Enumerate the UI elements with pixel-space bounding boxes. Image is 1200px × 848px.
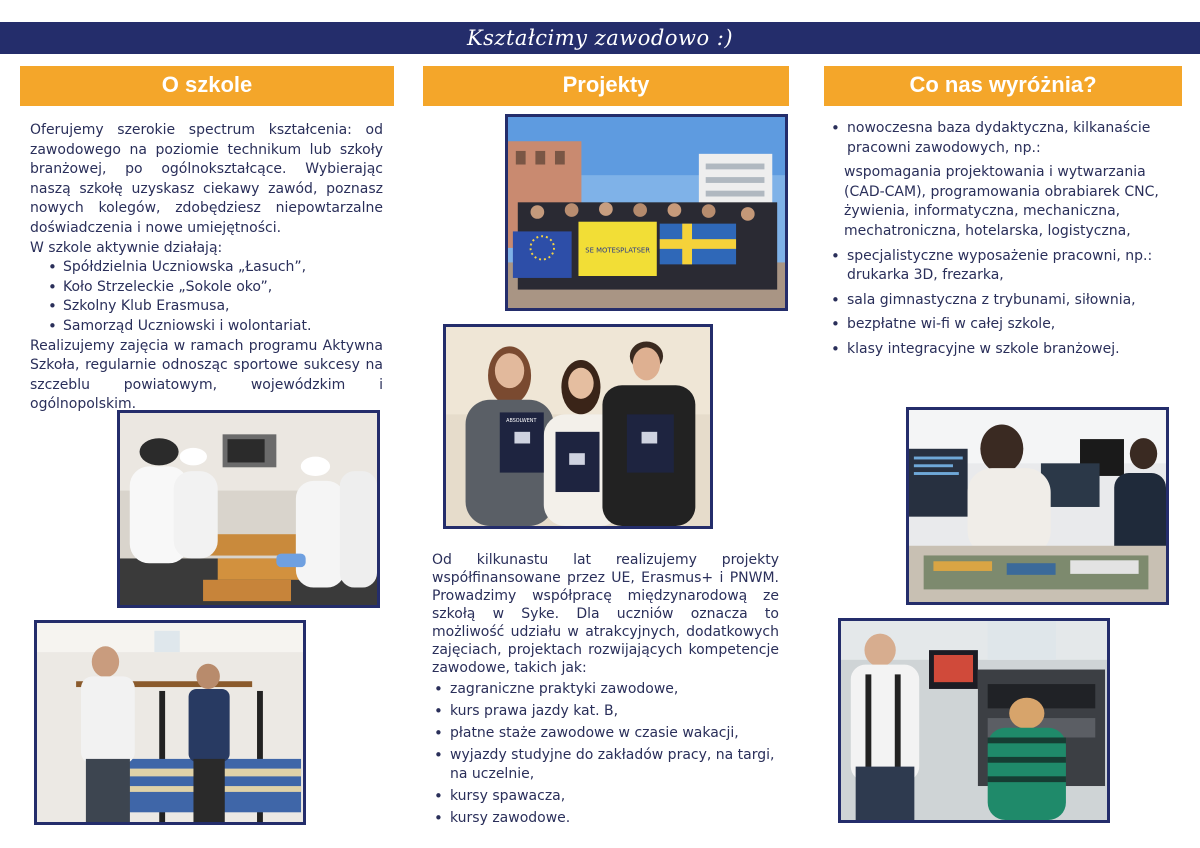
about-intro: Oferujemy szerokie spectrum kształcenia: od zawodowego na poziomie technikum lub szkoły branżowej, po ogólnokształcące. Wybierając naszą szkołę uzyskasz ciekawy zawód, poznasz nowych kolegów, zdobędziesz niepowtarzalne doświadczenia i nowe umiejętności. bbox=[30, 122, 383, 236]
list-item: • bezpłatne wi-fi w całej szkole, bbox=[829, 315, 1169, 335]
list-item: • sala gimnastyczna z trybunami, siłownia, bbox=[829, 291, 1169, 311]
orgs-list bbox=[30, 258, 383, 336]
list-item: • specjalistyczne wyposażenie pracowni, np.: drukarka 3D, frezarka, bbox=[829, 247, 1169, 286]
highlights-list-more bbox=[829, 247, 1169, 360]
highlights-list bbox=[829, 119, 1169, 158]
orgs-intro: W szkole aktywnie działają: bbox=[30, 239, 223, 256]
list-item: • Samorząd Uczniowski i wolontariat. bbox=[30, 317, 383, 337]
list-item: • kurs prawa jazdy kat. B, bbox=[432, 702, 779, 721]
highlights-section bbox=[829, 119, 1169, 360]
flag-text: SE MOTESPLATSER bbox=[585, 246, 650, 255]
orgs-list-wrap bbox=[30, 258, 383, 336]
erasmus-group-photo bbox=[505, 114, 788, 311]
list-item: • płatne staże zawodowe w czasie wakacji, bbox=[432, 724, 779, 743]
list-item: • kursy zawodowe. bbox=[432, 809, 779, 828]
list-item: • Spółdzielnia Uczniowska „Łasuch”, bbox=[30, 258, 383, 278]
list-item: • Koło Strzeleckie „Sokole oko”, bbox=[30, 278, 383, 298]
heading-co-nas-wyroznia: Co nas wyróżnia? bbox=[824, 66, 1182, 106]
list-item: • klasy integracyjne w szkole branżowej. bbox=[829, 340, 1169, 360]
banner-title: Kształcimy zawodowo :) bbox=[0, 22, 1200, 54]
labs-detail: wspomagania projektowania i wytwarzania (CAD-CAM), programowania obrabiarek CNC, żywienia, informatyczna, mechaniczna, mechatroniczna, hotelarska, logistyczna, bbox=[844, 164, 1159, 239]
graduates-photo bbox=[443, 324, 713, 529]
pizza-cooking-class-photo bbox=[117, 410, 380, 608]
about-outro: Realizujemy zajęcia w ramach programu Aktywna Szkoła, regularnie odnosząc sportowe sukcesy na szczeblu powiatowym, wojewódzkim i ogólnopolskim. bbox=[30, 337, 383, 413]
list-item: • nowoczesna baza dydaktyczna, kilkanaście pracowni zawodowych, np.: bbox=[829, 119, 1169, 158]
list-item: • wyjazdy studyjne do zakładów pracy, na targi, na uczelnie, bbox=[432, 746, 779, 784]
list-item: • kursy spawacza, bbox=[432, 787, 779, 806]
list-item: • Szkolny Klub Erasmusa, bbox=[30, 297, 383, 317]
list-item: • zagraniczne praktyki zawodowe, bbox=[432, 680, 779, 699]
computer-lab-photo bbox=[906, 407, 1169, 605]
folder-label: ABSOLWENT bbox=[506, 418, 537, 425]
heading-o-szkole: O szkole bbox=[20, 66, 394, 106]
about-section bbox=[30, 121, 383, 415]
cnc-workshop-photo bbox=[838, 618, 1110, 823]
heading-projekty: Projekty bbox=[423, 66, 789, 106]
projects-text: Od kilkunastu lat realizujemy projekty współfinansowane przez UE, Erasmus+ i PNWM. Prowadzimy współpracę międzynarodową ze szkołą w Syke. Dla uczniów oznacza to możliwość udziału w atrakcyjnych, dodatkowych zajęciach, projektach rozwijających kompetencje zawodowe, takich jak: bbox=[432, 552, 779, 676]
shooting-club-photo bbox=[34, 620, 306, 825]
projects-section bbox=[432, 551, 779, 828]
projects-list bbox=[432, 680, 779, 828]
